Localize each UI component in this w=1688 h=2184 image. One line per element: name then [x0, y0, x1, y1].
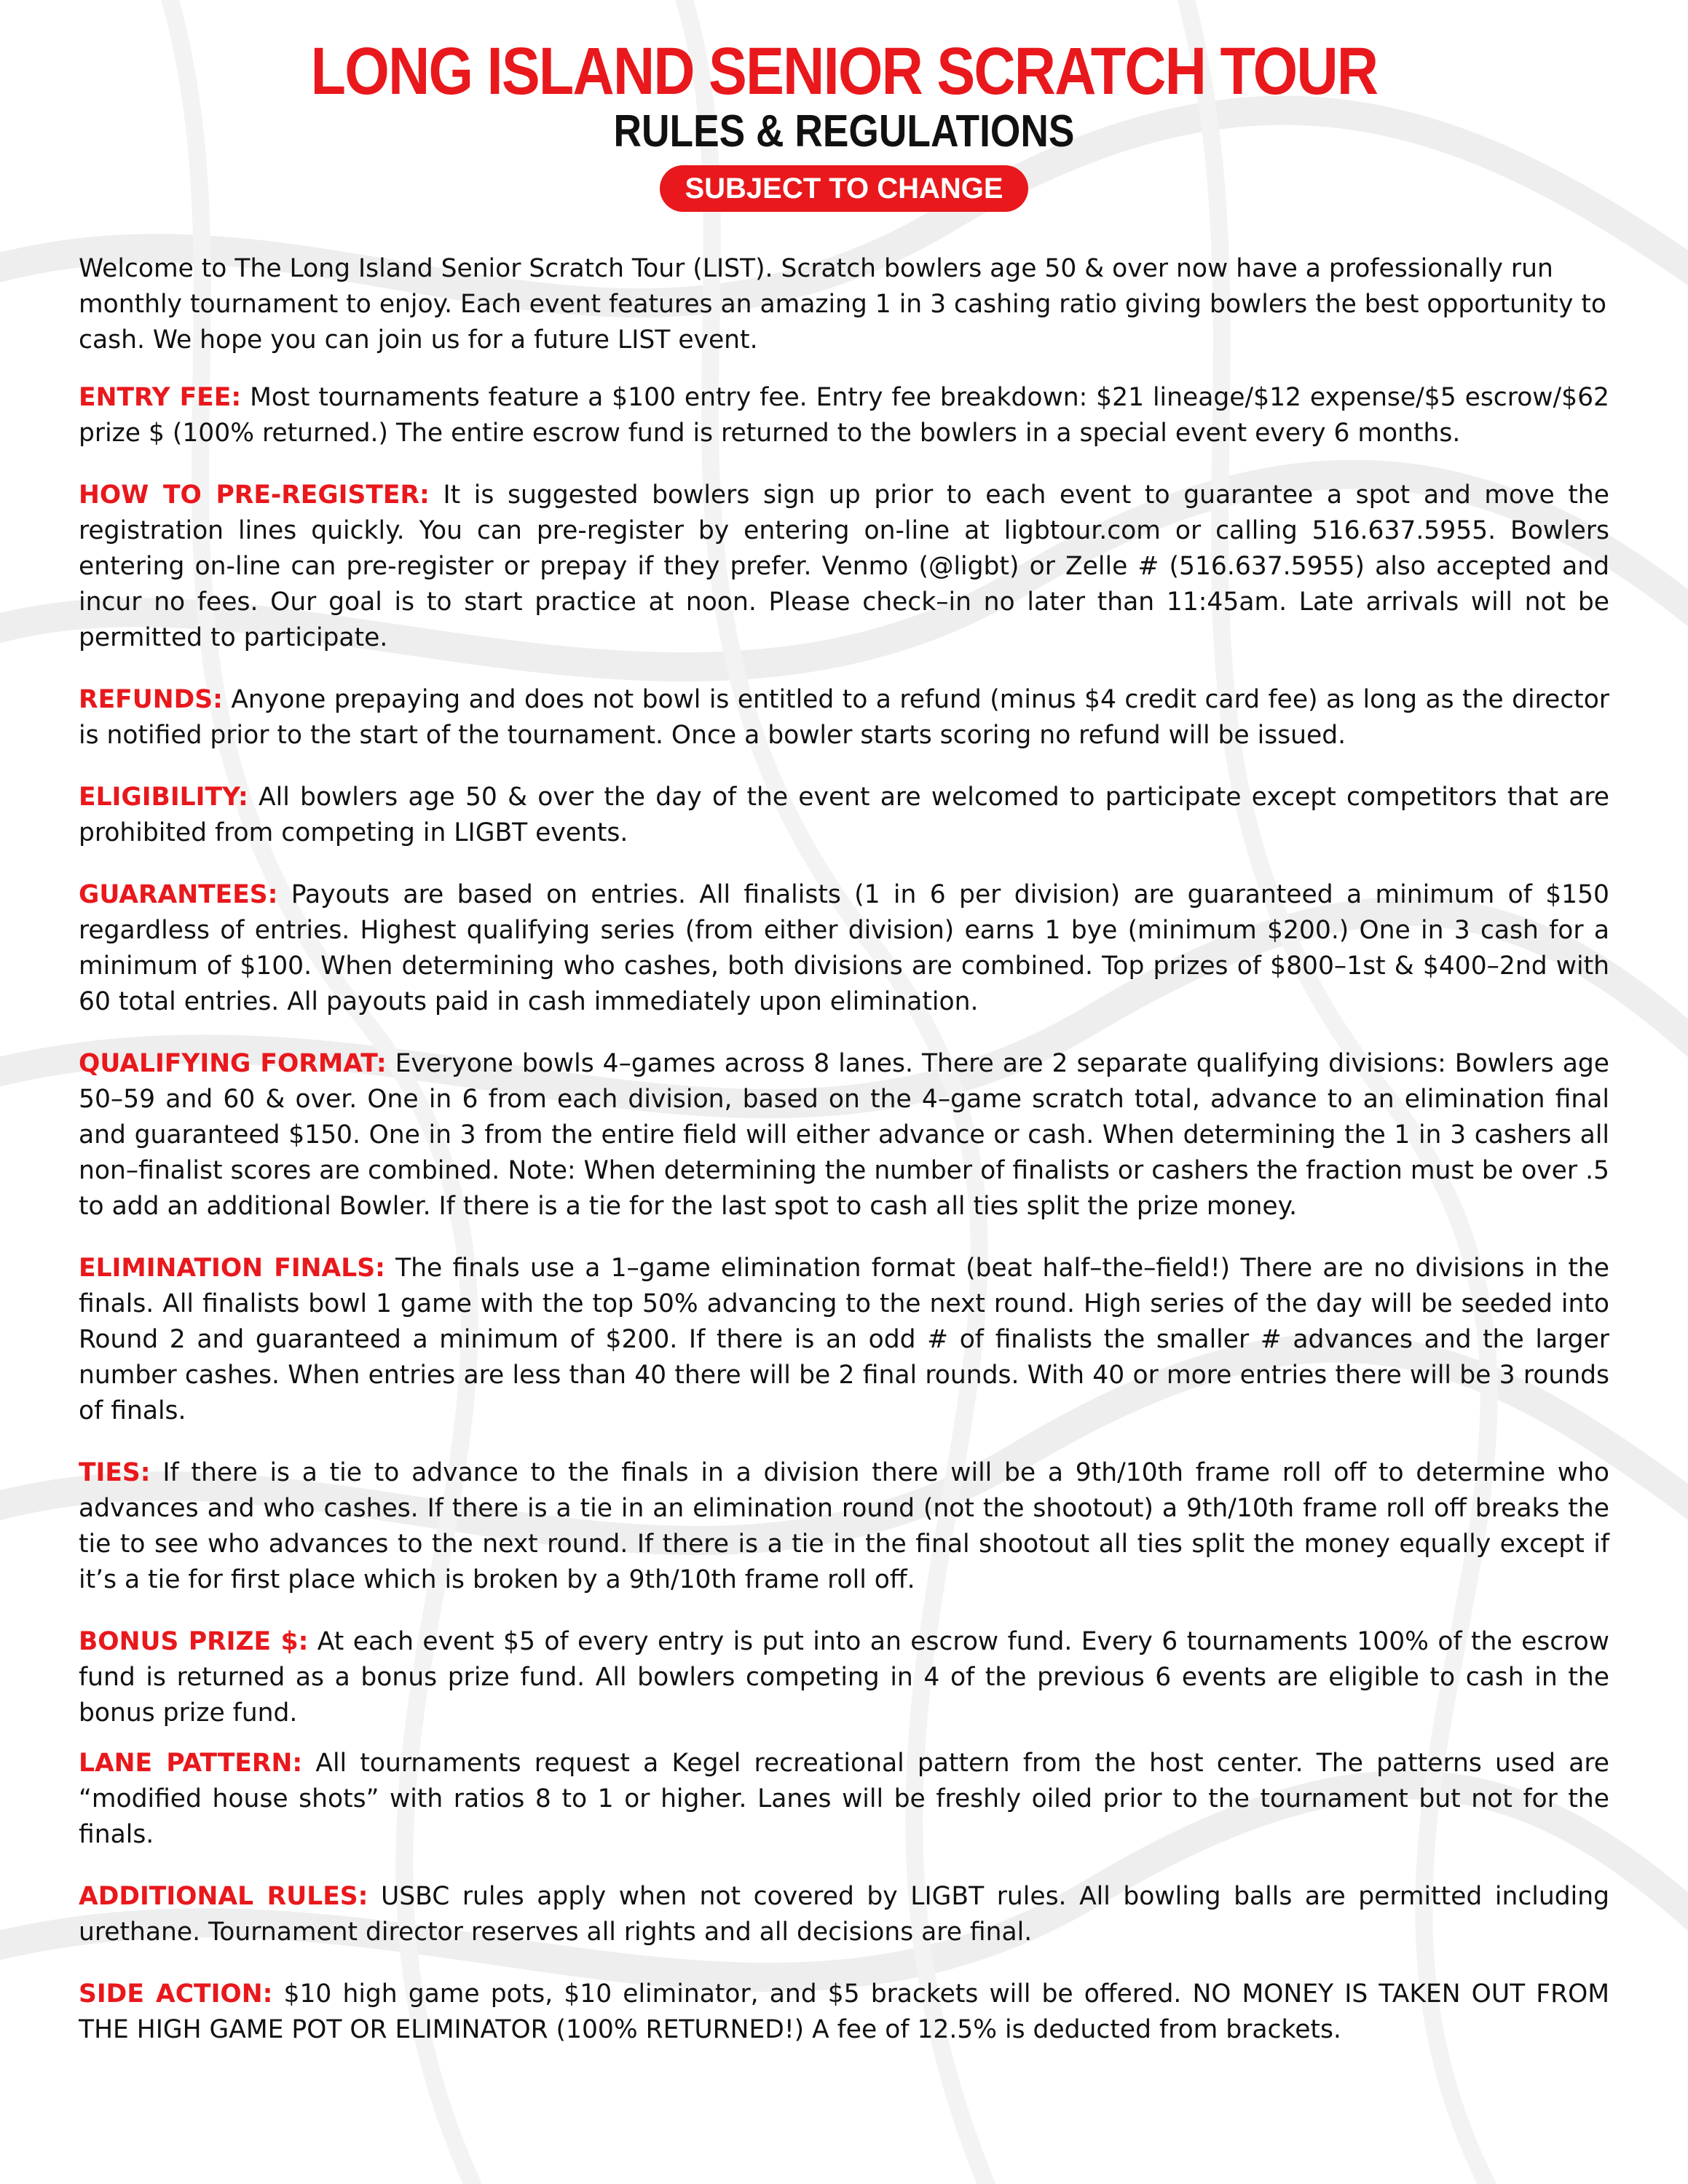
- rule-label: GUARANTEES:: [79, 880, 278, 909]
- rule-refunds: [79, 682, 1609, 753]
- rule-bonus-prize: [79, 1624, 1609, 1731]
- rule-label: QUALIFYING FORMAT:: [79, 1049, 387, 1078]
- rule-text: $10 high game pots, $10 eliminator, and $5 brackets will be offered. NO MONEY IS TAKEN OUT FROM THE HIGH GAME POT OR ELIMINATOR (100% RETURNED!) A fee of 12.5% is deducted from brackets.: [79, 1979, 1609, 2044]
- subject-to-change-badge: SUBJECT TO CHANGE: [660, 165, 1028, 212]
- page-subtitle: RULES & REGULATIONS: [613, 106, 1075, 157]
- rule-text: Everyone bowls 4–games across 8 lanes. There are 2 separate qualifying divisions: Bowlers age 50–59 and 60 & over. One in 6 from each division, based on the 4–game scratch total, advance to an elimination final and guaranteed $150. One in 3 from the entire field will either advance or cash. When determining the 1 in 3 cashers all non–finalist scores are combined. Note: When determining the number of finalists or cashers the fraction must be over .5 to add an additional Bowler. If there is a tie for the last spot to cash all ties split the prize money.: [79, 1049, 1609, 1221]
- rules-content: [79, 251, 1609, 2074]
- rule-label: ENTRY FEE:: [79, 383, 242, 412]
- rule-text: If there is a tie to advance to the finals in a division there will be a 9th/10th frame roll off to determine who advances and who cashes. If there is a tie in an elimination round (not the shootout) a 9th/10th frame roll off breaks the tie to see who advances to the next round. If there is a tie in the final shootout all ties split the money equally except if it’s a tie for first place which is broken by a 9th/10th frame roll off.: [79, 1458, 1609, 1594]
- rule-entry-fee: [79, 380, 1609, 451]
- rule-pre-register: [79, 478, 1609, 656]
- page-title: LONG ISLAND SENIOR SCRATCH TOUR: [310, 34, 1378, 108]
- rule-text: Anyone prepaying and does not bowl is entitled to a refund (minus $4 credit card fee) as long as the director is notified prior to the start of the tournament. Once a bowler starts scoring no refund will be issued.: [79, 685, 1609, 750]
- rule-label: SIDE ACTION:: [79, 1979, 273, 2009]
- rule-ties: [79, 1455, 1609, 1598]
- rule-qualifying-format: [79, 1046, 1609, 1224]
- rule-text: It is suggested bowlers sign up prior to each event to guarantee a spot and move the registration lines quickly. You can pre-register by entering on-line at ligbtour.com or calling 516.637.5955. Bowlers entering on-line can pre-register or prepay if they prefer. Venmo (@ligbt) or Zelle # (516.637.5955) also accepted and incur no fees. Our goal is to start practice at noon. Please check–in no later than 11:45am. Late arrivals will not be permitted to participate.: [79, 480, 1609, 652]
- rule-text: All bowlers age 50 & over the day of the event are welcomed to participate except competitors that are prohibited from competing in LIGBT events.: [79, 783, 1609, 847]
- rule-label: HOW TO PRE-REGISTER:: [79, 480, 430, 510]
- rule-label: TIES:: [79, 1458, 151, 1487]
- rule-lane-pattern: [79, 1746, 1609, 1853]
- rule-guarantees: [79, 877, 1609, 1020]
- rule-label: ELIMINATION FINALS:: [79, 1254, 385, 1283]
- rule-elimination-finals: [79, 1251, 1609, 1429]
- rule-text: USBC rules apply when not covered by LIGBT rules. All bowling balls are permitted including urethane. Tournament director reserves all rights and all decisions are final.: [79, 1882, 1609, 1947]
- rule-text: Payouts are based on entries. All finalists (1 in 6 per division) are guaranteed a minimum of $150 regardless of entries. Highest qualifying series (from either division) earns 1 bye (minimum $200.) One in 3 cash for a minimum of $100. When determining who cashes, both divisions are combined. Top prizes of $800–1st & $400–2nd with 60 total entries. All payouts paid in cash immediately upon elimination.: [79, 880, 1609, 1016]
- rule-label: ELIGIBILITY:: [79, 783, 248, 812]
- rule-text: All tournaments request a Kegel recreational pattern from the host center. The patterns used are “modified house shots” with ratios 8 to 1 or higher. Lanes will be freshly oiled prior to the tournament but not for the finals.: [79, 1749, 1609, 1849]
- rule-label: ADDITIONAL RULES:: [79, 1882, 368, 1911]
- rule-text: The finals use a 1–game elimination format (beat half–the–field!) There are no divisions in the finals. All finalists bowl 1 game with the top 50% advancing to the next round. High series of the day will be seeded into Round 2 and guaranteed a minimum of $200. If there is an odd # of finalists the smaller # advances and the larger number cashes. When entries are less than 40 there will be 2 final rounds. With 40 or more entries there will be 3 rounds of finals.: [79, 1254, 1609, 1425]
- rule-label: BONUS PRIZE $:: [79, 1627, 309, 1656]
- rule-label: REFUNDS:: [79, 685, 223, 714]
- rule-eligibility: [79, 780, 1609, 851]
- rule-text: At each event $5 of every entry is put into an escrow fund. Every 6 tournaments 100% of the escrow fund is returned as a bonus prize fund. All bowlers competing in 4 of the previous 6 events are eligible to cash in the bonus prize fund.: [79, 1627, 1609, 1728]
- rule-text: Most tournaments feature a $100 entry fee. Entry fee breakdown: $21 lineage/$12 expense/$5 escrow/$62 prize $ (100% returned.) The entire escrow fund is returned to the bowlers in a special event every 6 months.: [79, 383, 1609, 448]
- header: [0, 0, 1688, 212]
- rule-additional-rules: [79, 1879, 1609, 1950]
- rule-side-action: [79, 1977, 1609, 2048]
- intro-paragraph: Welcome to The Long Island Senior Scratch Tour (LIST). Scratch bowlers age 50 & over now have a professionally run monthly tournament to enjoy. Each event features an amazing 1 in 3 cashing ratio giving bowlers the best opportunity to cash. We hope you can join us for a future LIST event.: [79, 254, 1606, 355]
- rule-label: LANE PATTERN:: [79, 1749, 303, 1778]
